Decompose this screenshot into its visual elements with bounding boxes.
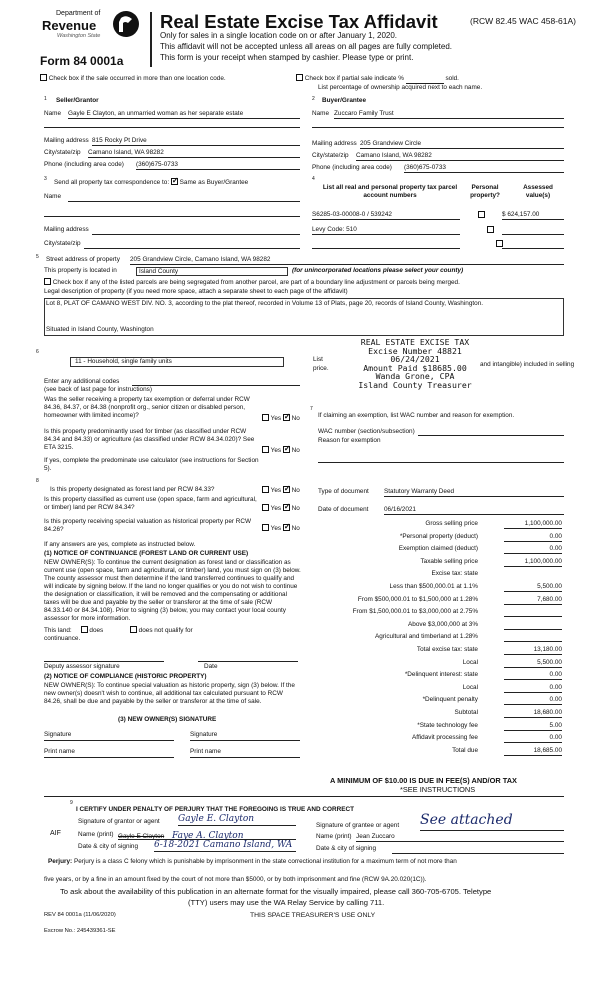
excise-tax-stamp [330, 338, 500, 390]
tax-row-label: Exemption claimed (deduct) [398, 545, 478, 552]
buyer-name-label: Name [312, 110, 330, 117]
tax-row-value[interactable]: 13,180.00 [504, 646, 562, 655]
assessed-value-field[interactable]: $ 624,157.00 [502, 211, 564, 220]
street-field[interactable]: 205 Grandview Circle, Camano Island, WA 98282 [130, 256, 564, 265]
tax-row-label: Less than $500,000.01 at 1.1% [389, 583, 478, 590]
aif-note: AIF [50, 830, 61, 837]
seller-section-num: 1 [44, 96, 47, 102]
tax-row-label: *Delinquent penalty [422, 696, 478, 703]
stamp-line6: Island County Treasurer [358, 380, 472, 391]
owner-print-label-1: Print name [44, 748, 75, 755]
tax-row-value[interactable]: 1,100,000.00 [504, 520, 562, 529]
grantor-name-field[interactable] [118, 831, 296, 840]
tax-row-value[interactable]: 5.00 [504, 722, 562, 731]
corr-name-label: Name [44, 193, 62, 200]
tax-row-label: Local [462, 684, 478, 691]
tax-row-value[interactable] [504, 608, 562, 617]
dept-line3: Washington State [57, 33, 101, 39]
grantor-sig-label: Signature of grantor or agent [78, 818, 160, 825]
dept-line2: Revenue [42, 18, 97, 33]
seller-mailing-label: Mailing address [44, 137, 89, 144]
partial-sale-row: Check box if partial sale indicate % sold. [296, 74, 459, 84]
continuance-text: NEW OWNER(S): To continue the current designation as forest land or classification as current use (open space, farm and agricultural, or timber) land, you must sign on (3) below. The county assessor must then determine if the land transferred continues to qualify and will indicate by signing below. If the land no longer qualifies or you do not wish to continue the designation or classification, it will be removed and the compensating or additional taxes will be due and payable by the seller or transferor at the time of sale (RCW 84.33.140 or 84.34.108). Prior to signing (3) below, you may contact your local county assessor for more information. [44, 559, 301, 622]
price-label: price. [313, 365, 329, 372]
designation-note: If any answers are yes, complete as instructed below. [44, 541, 196, 548]
tax-row-value[interactable]: 0.00 [504, 684, 562, 693]
minimum-due-text: A MINIMUM OF $10.00 IS DUE IN FEE(S) AND/OR TAX [330, 776, 517, 785]
escrow-number: Escrow No.: 245439361-SE [44, 928, 116, 934]
d1-yes-checkbox[interactable] [262, 486, 269, 493]
tax-row-value[interactable]: 5,500.00 [504, 583, 562, 592]
partial-sale-checkbox[interactable] [296, 74, 303, 81]
tax-row-label: Excise tax: state [431, 570, 478, 577]
seller-city-label: City/state/zip [44, 149, 81, 156]
tax-row-label: *Personal property (deduct) [399, 533, 478, 540]
owner-signature-label-1: Signature [44, 731, 72, 738]
seller-mailing-field[interactable]: 815 Rocky Pt Drive [92, 137, 300, 146]
segregated-checkbox[interactable] [44, 278, 51, 285]
dept-line1: Department of [56, 10, 101, 17]
grantor-name-label: Name (print) [78, 831, 114, 838]
header-line1: Only for sales in a single location code on or after January 1, 2020. [160, 31, 398, 40]
q1-no-checkbox[interactable] [283, 414, 290, 421]
tax-row-label: *Delinquent interest: state [404, 671, 478, 678]
assessed-value-field[interactable] [502, 226, 564, 235]
stamp-line4: Amount Paid $18685.00 [363, 362, 467, 373]
new-owner-heading: (3) NEW OWNER(S) SIGNATURE [118, 716, 217, 723]
seller-city-field[interactable]: Camano Island, WA 98282 [88, 149, 300, 158]
corr-row: Send all property tax correspondence to: ✓ Same as Buyer/Grantee [54, 178, 248, 187]
located-label: This property is located in [44, 267, 117, 274]
certify-heading: I CERTIFY UNDER PENALTY OF PERJURY THAT THE FOREGOING IS TRUE AND CORRECT [76, 806, 355, 813]
stamp-line1: REAL ESTATE EXCISE TAX [360, 337, 470, 347]
deputy-signature-label: Deputy assessor signature [44, 663, 120, 670]
accessibility-line2: (TTY) users may use the WA Relay Service by calling 711. [188, 898, 385, 907]
wa-logo-icon [112, 10, 140, 40]
stamp-line2: Excise Number 48821 [368, 345, 462, 356]
grantor-name-hand: Faye A. Clayton [171, 831, 244, 841]
buyer-heading: Buyer/Grantee [322, 97, 367, 104]
form-number: Form 84 0001a [40, 54, 124, 68]
segregated-row: Check box if any of the listed parcels are being segregated from another parcel, are part of a boundary line adjustment or parcels being merged. [44, 278, 460, 287]
perjury-row: Perjury: Perjury is a class C felony which is punishable by imprisonment in the state correctional institution for a maximum term of not more than [48, 858, 457, 865]
personal-property-checkbox[interactable] [478, 211, 485, 218]
intangible-text: and intangible) included in selling [480, 361, 575, 368]
timber-question: Is this property predominantly used for timber (as classified under RCW 84.34 and 84.33) or agriculture (as classified under RCW 84.34.020)? See ETA 3215. [44, 428, 255, 451]
grantee-sig-label: Signature of grantee or agent [316, 822, 400, 829]
stamp-line3: 06/24/2021 [390, 354, 440, 365]
grantee-name-field[interactable]: Jean Zuccaro [356, 833, 564, 842]
tax-row-label: Taxable selling price [420, 558, 478, 565]
buyer-phone-field[interactable]: (360)675-0733 [404, 164, 564, 173]
codes-label: Enter any additional codes [44, 378, 120, 385]
tax-row-value[interactable]: 7,680.00 [504, 596, 562, 605]
parcel-number-field[interactable]: S6285-03-00008-0 / 539242 [312, 211, 460, 220]
same-as-buyer-checkbox[interactable] [171, 178, 178, 185]
q2-no-checkbox[interactable] [283, 446, 290, 453]
seller-phone-label: Phone (including area code) [44, 161, 124, 168]
county-select[interactable]: Island County [136, 267, 288, 276]
tax-row-label: From $500,000.01 to $1,500,000 at 1.28% [357, 596, 478, 603]
page-title: Real Estate Excise Tax Affidavit [160, 11, 438, 32]
wac-label: WAC number (section/subsection) [318, 428, 415, 435]
tax-row-value[interactable] [504, 633, 562, 642]
tax-row-value[interactable]: 0.00 [504, 533, 562, 542]
d2-yes-checkbox[interactable] [262, 504, 269, 511]
assessed-value-field[interactable] [502, 240, 564, 249]
buyer-city-label: City/state/zip [312, 152, 349, 159]
q1-yes-checkbox[interactable] [262, 414, 269, 421]
exemption-section-num: 7 [310, 406, 313, 412]
multi-location-row: Check box if the sale occurred in more than one location code. [40, 74, 226, 83]
buyer-phone-label: Phone (including area code) [312, 164, 392, 171]
tax-row-value[interactable] [504, 621, 562, 630]
parcels-col2-header: Personal property? [470, 184, 500, 199]
tax-row-value[interactable]: 18,680.00 [504, 709, 562, 718]
tax-row-value[interactable]: 0.00 [504, 671, 562, 680]
perjury-line2: five years, or by a fine in an amount fixed by the court of not more than $5000, or by both imprisonment and fine (RCW 9A.20.020(1C)). [44, 876, 427, 883]
historic-question: Is this property receiving special valuation as historical property per RCW 84.26? [44, 518, 252, 533]
continuance-heading: (1) NOTICE OF CONTINUANCE (FOREST LAND OR CURRENT USE) [44, 550, 249, 557]
partial-sale-note: List percentage of ownership acquired next to each name. [318, 84, 483, 91]
seller-name-label: Name [44, 110, 62, 117]
corr-mailing-label: Mailing address [44, 226, 89, 233]
grantor-date-field[interactable]: 6-18-2021 Camano Island, WA [154, 840, 296, 852]
grantor-signature[interactable]: Gayle E. Clayton [178, 814, 296, 826]
deputy-date-label: Date [204, 663, 218, 670]
buyer-mailing-field[interactable]: 205 Grandview Circle [360, 140, 564, 149]
seller-name-field[interactable]: Gayle E Clayton, an unmarried woman as her separate estate [68, 110, 300, 119]
buyer-city-field[interactable]: Camano Island, WA 98282 [356, 152, 564, 161]
exemption-question: Was the seller receiving a property tax exemption or deferral under RCW 84.36, 84.37, or 84.38 (nonprofit org., senior citizen or disabled person, homeowner with limited income)? [44, 396, 250, 419]
see-instructions: *SEE INSTRUCTIONS [400, 785, 476, 794]
grantor-name-struck: Gayle E Clayton [118, 833, 165, 840]
parcels-col1-header: List all real and personal property tax parcel account numbers [322, 184, 458, 199]
dor-logo [42, 10, 142, 54]
grantee-date-label: Date & city of signing [316, 845, 377, 852]
legal-description-1: Lot 8, PLAT OF CAMANO WEST DIV. NO. 3, according to the plat thereof, recorded in Volume 13 of Plats, page 20, records of Island County, Washington. [46, 300, 484, 307]
grantee-name-label: Name (print) [316, 833, 352, 840]
designation-section-num: 8 [36, 478, 39, 484]
doc-date-field[interactable]: 06/16/2021 [384, 506, 564, 515]
this-land-row: This land: does does not qualify for [44, 627, 193, 634]
tax-row-value[interactable]: 0.00 [504, 545, 562, 554]
street-label: Street address of property [46, 256, 120, 263]
seller-heading: Seller/Grantor [56, 97, 99, 104]
d3-yes-checkbox[interactable] [262, 524, 269, 531]
tax-row-label: Affidavit processing fee [412, 734, 478, 741]
partial-percent-field[interactable] [406, 75, 444, 84]
use-section-num: 6 [36, 349, 39, 355]
certify-section-num: 9 [70, 800, 73, 806]
legal-description-2: Situated in Island County, Washington [46, 326, 154, 333]
accessibility-line1: To ask about the availability of this publication in an alternate format for the visually impaired, please call 360-705-6705. Teletype [60, 887, 492, 896]
owner-signature-label-2: Signature [190, 731, 218, 738]
d3-answer: Yes ✓ No [262, 524, 300, 533]
tax-row-value[interactable]: 0.00 [504, 734, 562, 743]
forest-question: Is this property designated as forest land per RCW 84.33? [50, 486, 215, 493]
tax-row-label: *State technology fee [417, 722, 478, 729]
doc-type-field[interactable]: Statutory Warranty Deed [384, 488, 564, 497]
seller-phone-field[interactable]: (360)675-0733 [136, 161, 300, 170]
corr-section-num: 3 [44, 176, 47, 182]
compliance-text: NEW OWNER(S): To continue special valuation as historic property, sign (3) below. If the new owner(s) doesn't wish to continue, all additional tax calculated pursuant to RCW 84.26, shall be due and payable by the seller or transferor at the time of sale. [44, 682, 295, 705]
codes-note: (see back of last page for instructions) [44, 386, 152, 393]
tax-row-value[interactable]: 5,500.00 [504, 659, 562, 668]
list-label: List [313, 356, 323, 363]
stamp-line5: Wanda Grone, CPA [375, 371, 455, 382]
property-section-num: 5 [36, 254, 39, 260]
reason-label: Reason for exemption [318, 437, 381, 444]
does-not-checkbox[interactable] [130, 626, 137, 633]
tax-row-label: From $1,500,000.01 to $3,000,000 at 2.75% [352, 608, 478, 615]
d1-no-checkbox[interactable] [283, 486, 290, 493]
personal-property-checkbox[interactable] [487, 226, 494, 233]
exemption-claim-text: If claiming an exemption, list WAC number and reason for exemption. [318, 412, 515, 419]
continuance-word: continuance. [44, 635, 81, 642]
owner-print-label-2: Print name [190, 748, 221, 755]
buyer-name-field[interactable]: Zuccaro Family Trust [334, 110, 564, 119]
compliance-heading: (2) NOTICE OF COMPLIANCE (HISTORIC PROPERTY) [44, 673, 207, 680]
current-use-question: Is this property classified as current use (open space, farm and agricultural, or timber) land per RCW 84.34? [44, 496, 257, 511]
header-line2: This affidavit will not be accepted unless all areas on all pages are fully completed. [160, 42, 453, 51]
tax-row-label: Total excise tax: state [416, 646, 478, 653]
tax-row-label: Above $3,000,000 at 3% [408, 621, 478, 628]
d2-no-checkbox[interactable] [283, 504, 290, 511]
tax-row-label: Agricultural and timberland at 1.28% [374, 633, 478, 640]
buyer-section-num: 2 [312, 96, 315, 102]
q1-answer: Yes ✓ No [262, 414, 300, 423]
located-note: (for unincorporated locations please select your county) [292, 267, 464, 274]
parcel-number-field[interactable]: Levy Code: 510 [312, 226, 460, 235]
grantor-date-label: Date & city of signing [78, 843, 139, 850]
header-line3: This form is your receipt when stamped by cashier. Please type or print. [160, 53, 414, 62]
doc-type-label: Type of document [318, 488, 369, 495]
rcw-reference: (RCW 82.45 WAC 458-61A) [470, 16, 576, 26]
buyer-mailing-label: Mailing address [312, 140, 357, 147]
does-checkbox[interactable] [81, 626, 88, 633]
tax-row-label: Subtotal [454, 709, 478, 716]
revision-label: REV 84 0001a (11/06/2020) [44, 912, 116, 918]
q2-yes-checkbox[interactable] [262, 446, 269, 453]
treasurer-use-label: THIS SPACE TREASURER'S USE ONLY [250, 912, 376, 919]
multi-location-checkbox[interactable] [40, 74, 47, 81]
q2-answer: Yes ✓ No [262, 446, 300, 455]
parcels-section-num: 4 [312, 176, 315, 182]
parcel-number-field[interactable] [312, 240, 460, 249]
grantee-signature[interactable]: See attached [420, 812, 564, 831]
parcels-col3-header: Assessed value(s) [523, 184, 553, 199]
corr-city-label: City/state/zip [44, 240, 81, 247]
d2-answer: Yes ✓ No [262, 504, 300, 513]
land-use-select[interactable]: 11 - Household, single family units [70, 357, 284, 367]
tax-row-value[interactable]: 1,100,000.00 [504, 558, 562, 567]
tax-row-value[interactable]: 18,685.00 [504, 747, 562, 756]
d1-answer: Yes ✓ No [262, 486, 300, 495]
tax-row-label: Gross selling price [425, 520, 478, 527]
tax-row-value[interactable]: 0.00 [504, 696, 562, 705]
timber-note: If yes, complete the predominate use calculator (see instructions for Section 5). [44, 457, 259, 472]
legal-label: Legal description of property (if you need more space, attach a separate sheet to each page of the affidavit) [44, 288, 348, 295]
tax-row-label: Total due [452, 747, 478, 754]
tax-row-label: Local [462, 659, 478, 666]
doc-date-label: Date of document [318, 506, 369, 513]
